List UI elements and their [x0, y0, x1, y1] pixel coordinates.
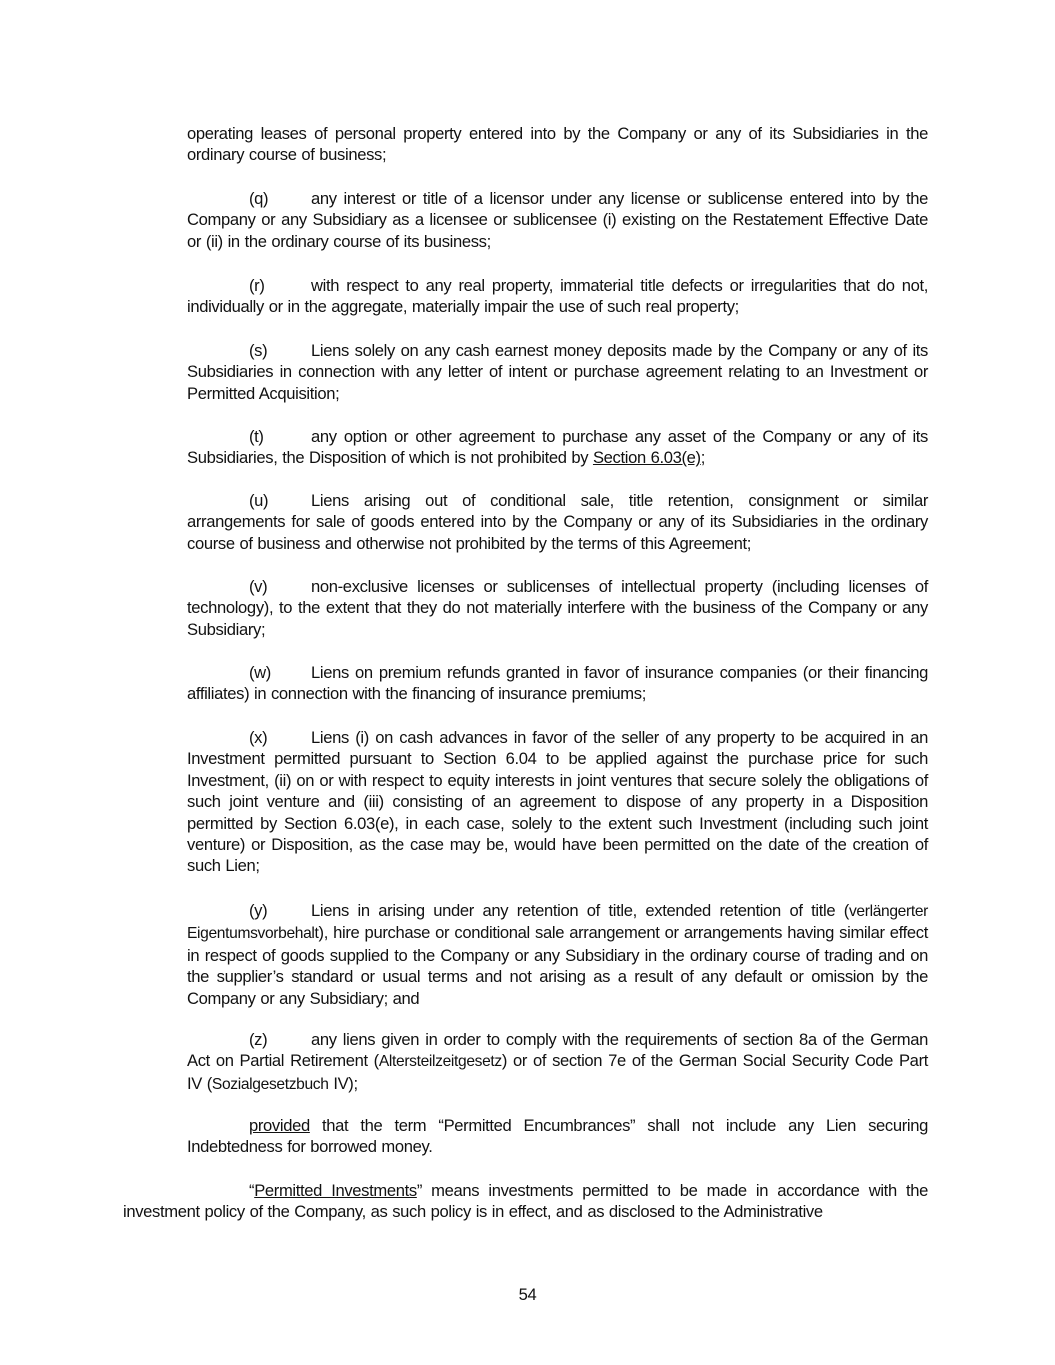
clause-text: non-exclusive licenses or sublicenses of intellectual property (including licenses of technology), to the extent that they do not materially interfere with the business of the Company or any Subsidiary;: [187, 577, 928, 639]
open-quote: “: [249, 1181, 255, 1200]
paragraph-text: operating leases of personal property entered into by the Company or any of its Subsidiaries in the ordinary course of business;: [187, 124, 928, 165]
clause-q: [187, 188, 928, 252]
clause-y: [187, 900, 928, 1009]
clause-label: (t): [249, 427, 264, 446]
clause-text: any liens given in order to comply with the requirements of section 8a of the German Act on Partial Retirement (: [187, 1030, 928, 1071]
provided-paragraph: [187, 1115, 928, 1158]
definition-text: ” means investments permitted to be made in accordance with the investment policy of the Company, as such policy is in effect, and as disclosed to the Administrative: [123, 1181, 928, 1222]
clause-text-end: ;: [700, 448, 706, 468]
clause-text: any option or other agreement to purchase any asset of the Company or any of its Subsidiaries, the Disposition of which is not prohibited by: [187, 427, 928, 468]
clause-text-end: ), hire purchase or conditional sale arrangement or arrangements having similar effect in respect of goods supplied to the Company or any Subsidiary in the ordinary course of trading and on the supplier’s standard or usual terms and not arising as a result of any default or omission by the Company or any Subsidiary; and: [187, 923, 928, 1008]
clause-r: [187, 275, 928, 318]
clause-label: (w): [249, 663, 271, 682]
clause-label: (z): [249, 1030, 268, 1049]
clause-w: [187, 662, 928, 705]
clause-label: (q): [249, 189, 269, 208]
definition-permitted-investments: [123, 1180, 928, 1223]
clause-text-end: IV);: [328, 1073, 358, 1093]
defined-term: Permitted Investments: [254, 1181, 417, 1200]
paragraph-text: that the term “Permitted Encumbrances” shall not include any Lien securing Indebtedness for borrowed money.: [187, 1116, 928, 1157]
clause-u: [187, 490, 928, 554]
page-number: 54: [518, 1285, 537, 1304]
clause-label: (x): [249, 728, 268, 747]
paragraph-continuation: [187, 123, 928, 166]
clause-text-middle: ) or of section 7e of the German Social Security Code Part IV (: [187, 1051, 928, 1093]
clause-text: with respect to any real property, immaterial title defects or irregularities that do not, individually or in the aggregate, materially impair the use of such real property;: [187, 276, 928, 317]
section-reference-link[interactable]: Section 6.03(e): [592, 448, 701, 468]
clause-v: [187, 576, 928, 640]
clause-text: Liens on premium refunds granted in favor of insurance companies (or their financing affiliates) in connection with the financing of insurance premiums;: [187, 663, 928, 704]
clause-text: Liens in arising under any retention of title, extended retention of title (: [311, 901, 849, 920]
clause-t: [187, 426, 928, 469]
clause-label: (r): [249, 276, 265, 295]
foreign-term: verlängerter Eigentumsvorbehalt: [187, 903, 928, 943]
foreign-term: Sozialgesetzbuch: [211, 1075, 329, 1093]
clause-label: (s): [249, 341, 268, 360]
foreign-term: Altersteilzeitgesetz: [378, 1053, 502, 1071]
clause-x: [187, 727, 928, 877]
clause-text: Liens arising out of conditional sale, title retention, consignment or similar arrangements for sale of goods entered into by the Company or any of its Subsidiaries in the ordinary course of business and otherwise not prohibited by the terms of this Agreement;: [187, 491, 928, 553]
clause-label: (y): [249, 901, 268, 920]
clause-label: (v): [249, 577, 268, 596]
clause-text: Liens (i) on cash advances in favor of the seller of any property to be acquired in an Investment permitted pursuant to Section 6.04 to be applied against the purchase price for such Investment, (ii) on or with respect to equity interests in joint ventures that secure solely the obligations of such joint venture and (iii) consisting of an agreement to dispose of any property in a Disposition permitted by Section 6.03(e), in each case, solely to the extent such Investment (including such joint venture) or Disposition, as the case may be, would have been permitted on the date of the creation of such Lien;: [187, 728, 928, 876]
clause-label: (u): [249, 491, 269, 510]
clause-text: any interest or title of a licensor under any license or sublicense entered into by the Company or any Subsidiary as a licensee or sublicensee (i) existing on the Restatement Effective Date or (ii) in the ordinary course of its business;: [187, 189, 928, 251]
clause-text: Liens solely on any cash earnest money deposits made by the Company or any of its Subsidiaries in connection with any letter of intent or purchase agreement relating to an Investment or Permitted Acquisition;: [187, 341, 928, 403]
provided-term: provided: [249, 1116, 310, 1135]
clause-s: [187, 340, 928, 404]
clause-z: [187, 1029, 928, 1095]
